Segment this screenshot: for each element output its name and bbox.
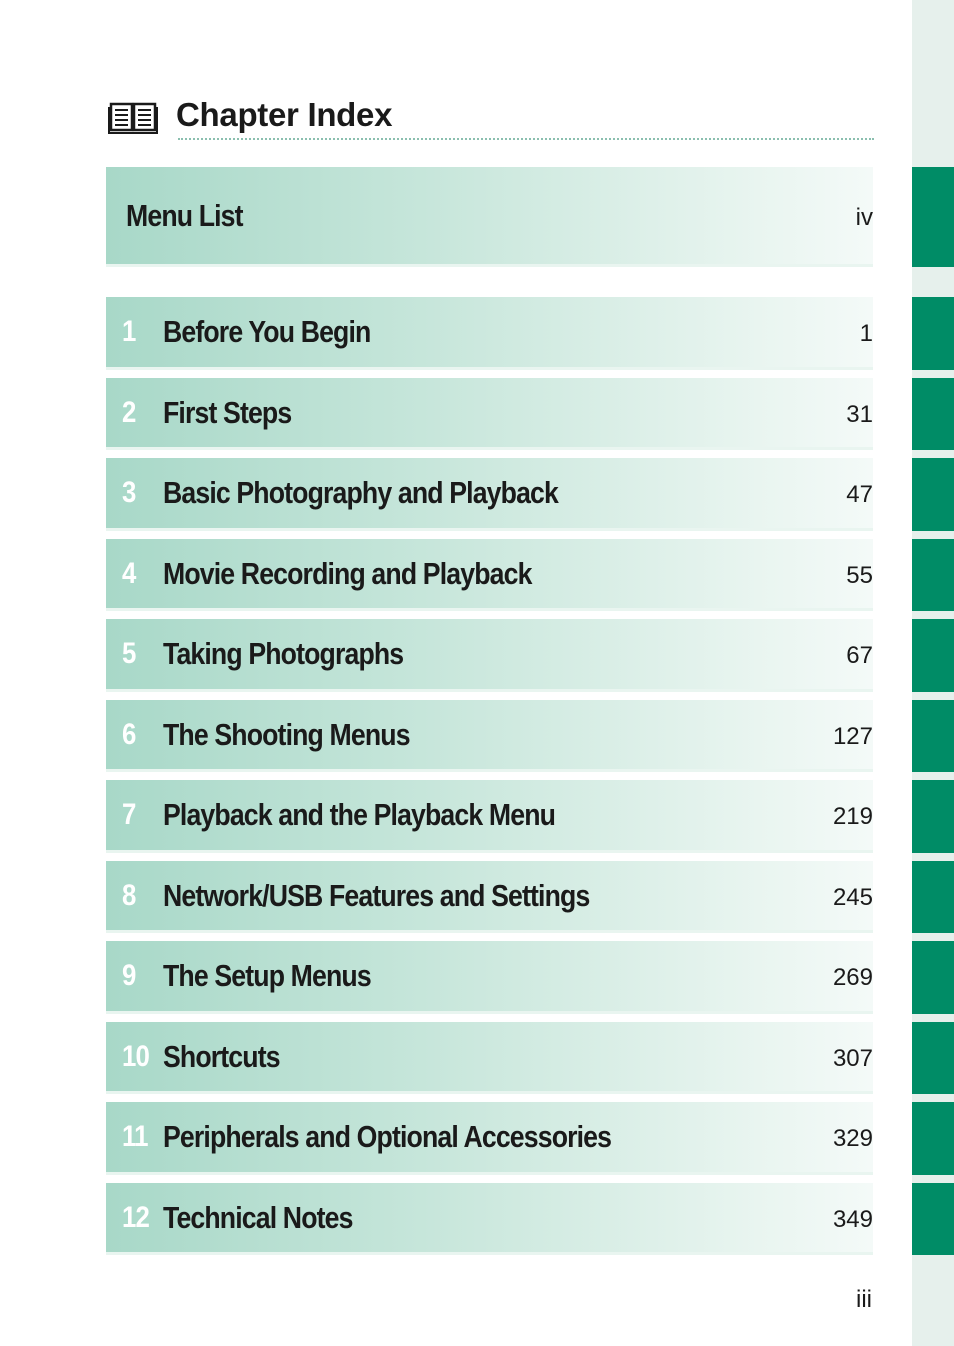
chapter-number: 5 (122, 637, 136, 670)
chapter-link-6[interactable] (106, 700, 873, 772)
chapter-title: Network/USB Features and Settings (163, 877, 590, 913)
side-tab-menu-list[interactable] (912, 167, 954, 267)
chapter-link-2[interactable] (106, 378, 873, 450)
chapter-link-3[interactable] (106, 458, 873, 531)
chapter-link-11[interactable] (106, 1102, 873, 1175)
side-tab-8[interactable] (912, 861, 954, 933)
dotted-divider (178, 138, 874, 140)
chapter-title: Movie Recording and Playback (163, 555, 532, 591)
chapter-link-5[interactable] (106, 619, 873, 692)
chapter-page: 329 (832, 1125, 873, 1152)
chapter-number: 9 (122, 959, 136, 992)
chapter-title: Peripherals and Optional Accessories (163, 1119, 612, 1154)
chapter-number: 8 (122, 878, 136, 912)
chapter-index-header (108, 96, 874, 146)
chapter-page: 1 (859, 320, 873, 347)
side-tab-2[interactable] (912, 378, 954, 450)
chapter-page: 55 (846, 561, 873, 589)
menu-list-page: iv (855, 203, 873, 231)
chapter-link-8[interactable] (106, 861, 873, 933)
chapter-title: Playback and the Playback Menu (163, 797, 556, 832)
menu-list-label: Menu List (126, 197, 243, 233)
chapter-title: Shortcuts (163, 1038, 280, 1074)
chapter-number: 10 (122, 1039, 149, 1073)
chapter-page: 47 (846, 481, 873, 508)
chapter-title: Basic Photography and Playback (163, 475, 558, 510)
side-tab-1[interactable] (912, 297, 954, 370)
chapter-title: Technical Notes (163, 1199, 353, 1235)
chapter-number: 11 (122, 1120, 148, 1153)
chapter-link-9[interactable] (106, 941, 873, 1014)
chapter-number: 4 (122, 556, 136, 590)
chapter-title: Taking Photographs (163, 636, 404, 671)
side-tab-4[interactable] (912, 539, 954, 611)
side-tab-12[interactable] (912, 1183, 954, 1255)
chapter-title: The Setup Menus (163, 958, 371, 993)
chapter-number: 7 (122, 798, 136, 831)
chapter-page: 349 (832, 1205, 873, 1233)
chapter-link-12[interactable] (106, 1183, 873, 1255)
side-tab-11[interactable] (912, 1102, 954, 1175)
chapter-number: 3 (122, 476, 136, 509)
chapter-page: 127 (832, 722, 873, 750)
chapter-link-7[interactable] (106, 780, 873, 853)
page-title: Chapter Index (176, 96, 393, 133)
chapter-title: First Steps (163, 394, 292, 430)
book-icon (108, 98, 158, 134)
side-tab-9[interactable] (912, 941, 954, 1014)
chapter-page: 219 (832, 803, 873, 830)
side-tab-5[interactable] (912, 619, 954, 692)
chapter-number: 2 (122, 395, 136, 429)
chapter-page: 307 (832, 1044, 873, 1072)
chapter-page: 67 (846, 642, 873, 669)
side-tab-7[interactable] (912, 780, 954, 853)
chapter-link-4[interactable] (106, 539, 873, 611)
side-tab-3[interactable] (912, 458, 954, 531)
side-tab-6[interactable] (912, 700, 954, 772)
chapter-number: 1 (122, 315, 136, 348)
menu-list-link[interactable] (106, 167, 873, 267)
chapter-page: 269 (832, 964, 873, 991)
chapter-link-1[interactable] (106, 297, 873, 370)
side-tab-10[interactable] (912, 1022, 954, 1094)
chapter-page: 31 (846, 400, 873, 428)
footer-page-number: iii (856, 1286, 872, 1313)
chapter-number: 12 (122, 1200, 149, 1234)
chapter-page: 245 (832, 883, 873, 911)
chapter-link-10[interactable] (106, 1022, 873, 1094)
chapter-title: The Shooting Menus (163, 716, 410, 752)
chapter-title: Before You Begin (163, 314, 371, 349)
chapter-number: 6 (122, 717, 136, 751)
